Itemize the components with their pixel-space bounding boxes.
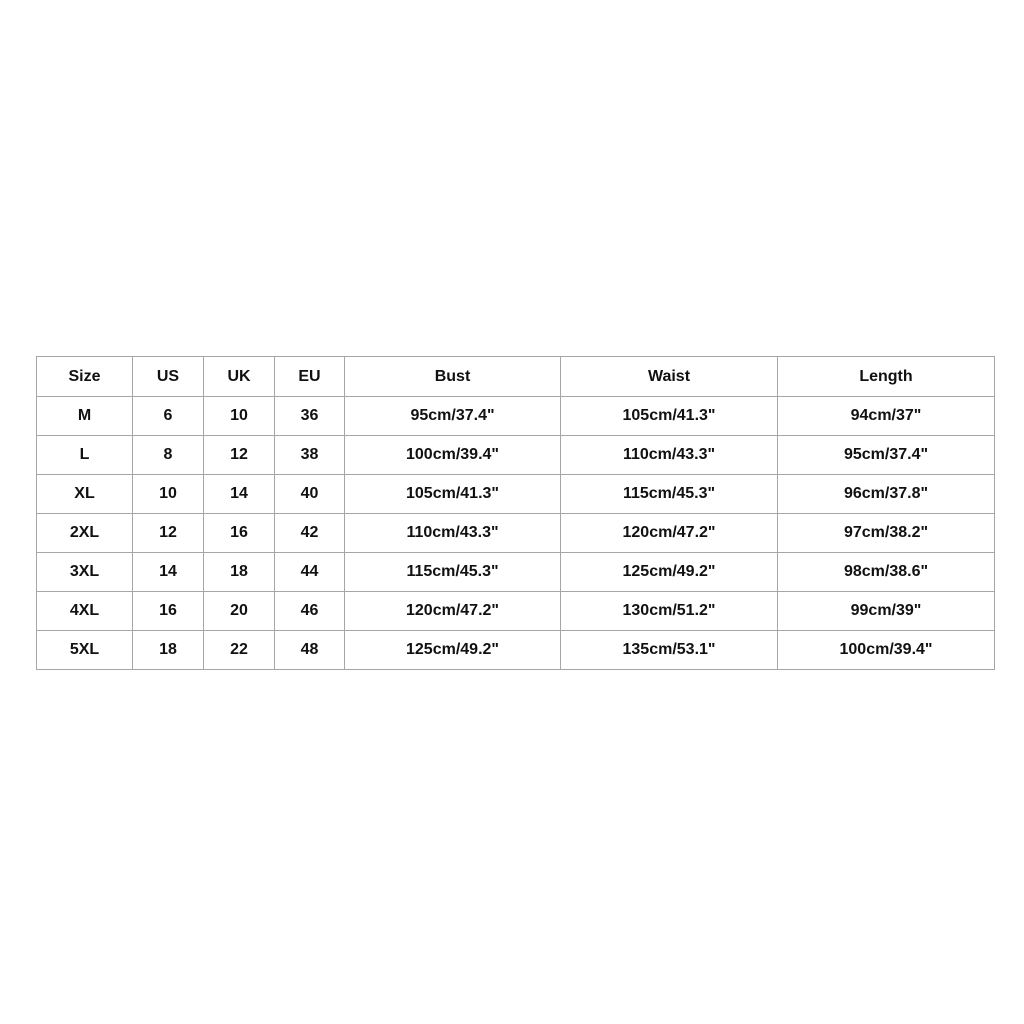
cell-bust: 110cm/43.3" bbox=[345, 514, 561, 553]
header-us: US bbox=[133, 357, 204, 397]
cell-size: 5XL bbox=[37, 631, 133, 670]
table-header-row bbox=[37, 357, 995, 397]
cell-us: 16 bbox=[133, 592, 204, 631]
cell-length: 100cm/39.4" bbox=[778, 631, 995, 670]
cell-eu: 44 bbox=[275, 553, 345, 592]
table-row bbox=[37, 592, 995, 631]
table-row bbox=[37, 436, 995, 475]
cell-size: XL bbox=[37, 475, 133, 514]
cell-eu: 38 bbox=[275, 436, 345, 475]
table-row bbox=[37, 631, 995, 670]
header-waist: Waist bbox=[561, 357, 778, 397]
cell-us: 8 bbox=[133, 436, 204, 475]
cell-uk: 18 bbox=[204, 553, 275, 592]
cell-us: 12 bbox=[133, 514, 204, 553]
cell-size: 3XL bbox=[37, 553, 133, 592]
cell-uk: 12 bbox=[204, 436, 275, 475]
cell-uk: 14 bbox=[204, 475, 275, 514]
cell-us: 6 bbox=[133, 397, 204, 436]
cell-length: 98cm/38.6" bbox=[778, 553, 995, 592]
cell-waist: 110cm/43.3" bbox=[561, 436, 778, 475]
cell-bust: 105cm/41.3" bbox=[345, 475, 561, 514]
header-bust: Bust bbox=[345, 357, 561, 397]
cell-length: 97cm/38.2" bbox=[778, 514, 995, 553]
table-row bbox=[37, 397, 995, 436]
cell-length: 99cm/39" bbox=[778, 592, 995, 631]
cell-waist: 135cm/53.1" bbox=[561, 631, 778, 670]
header-uk: UK bbox=[204, 357, 275, 397]
cell-eu: 48 bbox=[275, 631, 345, 670]
size-chart-table bbox=[36, 356, 995, 670]
cell-waist: 125cm/49.2" bbox=[561, 553, 778, 592]
cell-us: 18 bbox=[133, 631, 204, 670]
cell-bust: 125cm/49.2" bbox=[345, 631, 561, 670]
header-length: Length bbox=[778, 357, 995, 397]
cell-waist: 115cm/45.3" bbox=[561, 475, 778, 514]
cell-size: L bbox=[37, 436, 133, 475]
cell-us: 10 bbox=[133, 475, 204, 514]
cell-us: 14 bbox=[133, 553, 204, 592]
cell-eu: 42 bbox=[275, 514, 345, 553]
table-row bbox=[37, 553, 995, 592]
cell-length: 94cm/37" bbox=[778, 397, 995, 436]
cell-waist: 130cm/51.2" bbox=[561, 592, 778, 631]
table-row bbox=[37, 475, 995, 514]
cell-bust: 95cm/37.4" bbox=[345, 397, 561, 436]
cell-bust: 115cm/45.3" bbox=[345, 553, 561, 592]
cell-uk: 16 bbox=[204, 514, 275, 553]
cell-eu: 46 bbox=[275, 592, 345, 631]
cell-waist: 120cm/47.2" bbox=[561, 514, 778, 553]
table-row bbox=[37, 514, 995, 553]
cell-size: 2XL bbox=[37, 514, 133, 553]
cell-uk: 22 bbox=[204, 631, 275, 670]
cell-bust: 100cm/39.4" bbox=[345, 436, 561, 475]
cell-length: 96cm/37.8" bbox=[778, 475, 995, 514]
cell-eu: 36 bbox=[275, 397, 345, 436]
cell-uk: 10 bbox=[204, 397, 275, 436]
header-eu: EU bbox=[275, 357, 345, 397]
cell-size: M bbox=[37, 397, 133, 436]
cell-length: 95cm/37.4" bbox=[778, 436, 995, 475]
cell-eu: 40 bbox=[275, 475, 345, 514]
cell-waist: 105cm/41.3" bbox=[561, 397, 778, 436]
cell-size: 4XL bbox=[37, 592, 133, 631]
header-size: Size bbox=[37, 357, 133, 397]
cell-uk: 20 bbox=[204, 592, 275, 631]
cell-bust: 120cm/47.2" bbox=[345, 592, 561, 631]
